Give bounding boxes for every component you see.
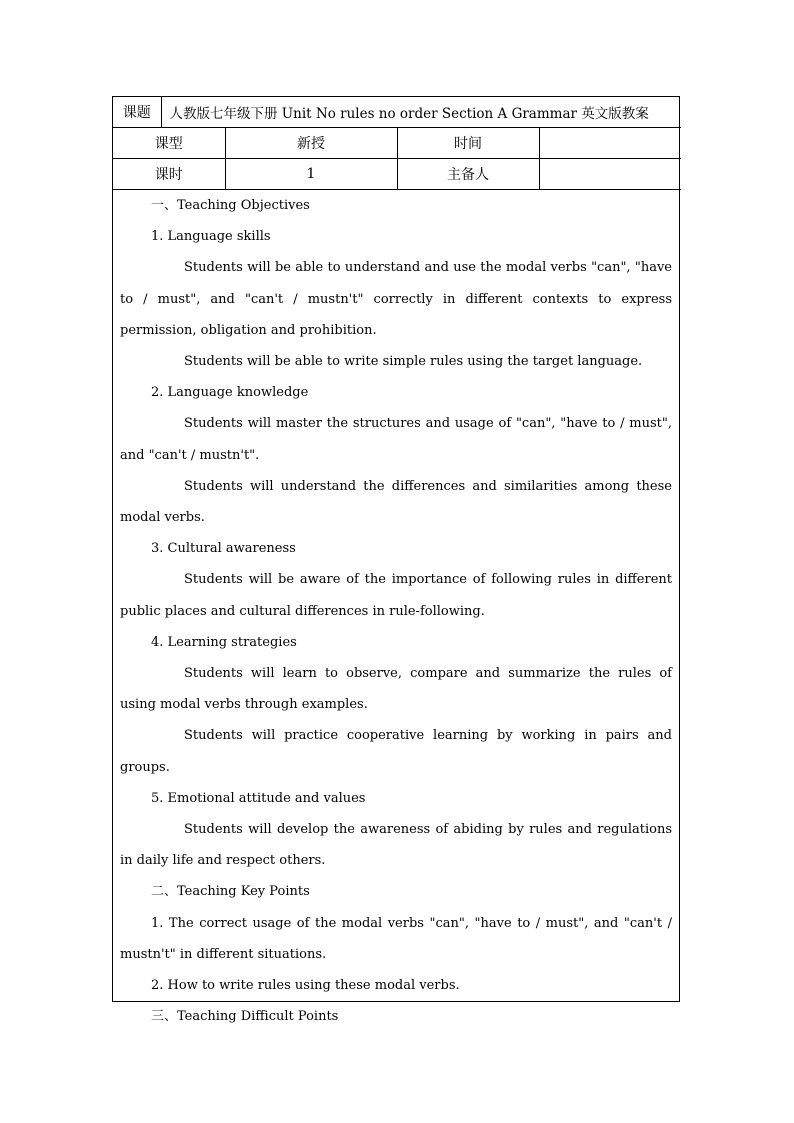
paragraph: Students will be aware of the importance of following rules in different public places and cultural differences in rule-following. (120, 572, 672, 619)
content-body (113, 190, 679, 1032)
paragraph: Students will practice cooperative learning by working in pairs and groups. (120, 728, 672, 775)
type-label: 课型 (113, 128, 225, 159)
paragraph: Students will master the structures and usage of "can", "have to / must", and "can't / mustn't". (120, 416, 672, 463)
period-row (113, 159, 681, 190)
subsection-emotional-attitude: 5. Emotional attitude and values (151, 790, 366, 806)
paragraph: Students will understand the differences and similarities among these modal verbs. (120, 478, 672, 526)
subsection-cultural-awareness: 3. Cultural awareness (151, 541, 296, 557)
key-point-item: 2. How to write rules using these modal verbs. (151, 978, 460, 994)
topic-label: 课题 (113, 97, 161, 128)
paragraph: Students will be able to write simple rules using the target language. (184, 354, 643, 370)
paragraph: Students will learn to observe, compare and summarize the rules of using modal verbs through examples. (120, 666, 672, 713)
header-table (113, 97, 681, 190)
topic-row (113, 97, 681, 128)
section-difficult-points-title: 三、Teaching Difficult Points (151, 1009, 339, 1025)
preparer-label: 主备人 (397, 159, 539, 190)
topic-value: 人教版七年级下册 Unit No rules no order Section A Grammar 英文版教案 (161, 97, 681, 128)
section-key-points-title: 二、Teaching Key Points (151, 884, 310, 900)
preparer-value (539, 159, 681, 190)
time-label: 时间 (397, 128, 539, 159)
lesson-plan-sheet (112, 96, 680, 1025)
period-label: 课时 (113, 159, 225, 190)
section-objectives-title: 一、Teaching Objectives (151, 198, 310, 213)
type-row (113, 128, 681, 159)
type-value: 新授 (225, 128, 397, 159)
period-value: 1 (225, 159, 397, 190)
subsection-learning-strategies: 4. Learning strategies (151, 634, 297, 650)
subsection-language-knowledge: 2. Language knowledge (151, 385, 309, 401)
paragraph: Students will be able to understand and use the modal verbs "can", "have to / must", and "can't / mustn't" correctly in different contexts to express permission, obligation and prohibition. (120, 260, 672, 338)
subsection-language-skills: 1. Language skills (151, 229, 271, 245)
paragraph: Students will develop the awareness of abiding by rules and regulations in daily life and respect others. (120, 822, 672, 869)
time-value (539, 128, 681, 159)
key-point-item: 1. The correct usage of the modal verbs "can", "have to / must", and "can't / mustn't" in different situations. (120, 915, 672, 962)
